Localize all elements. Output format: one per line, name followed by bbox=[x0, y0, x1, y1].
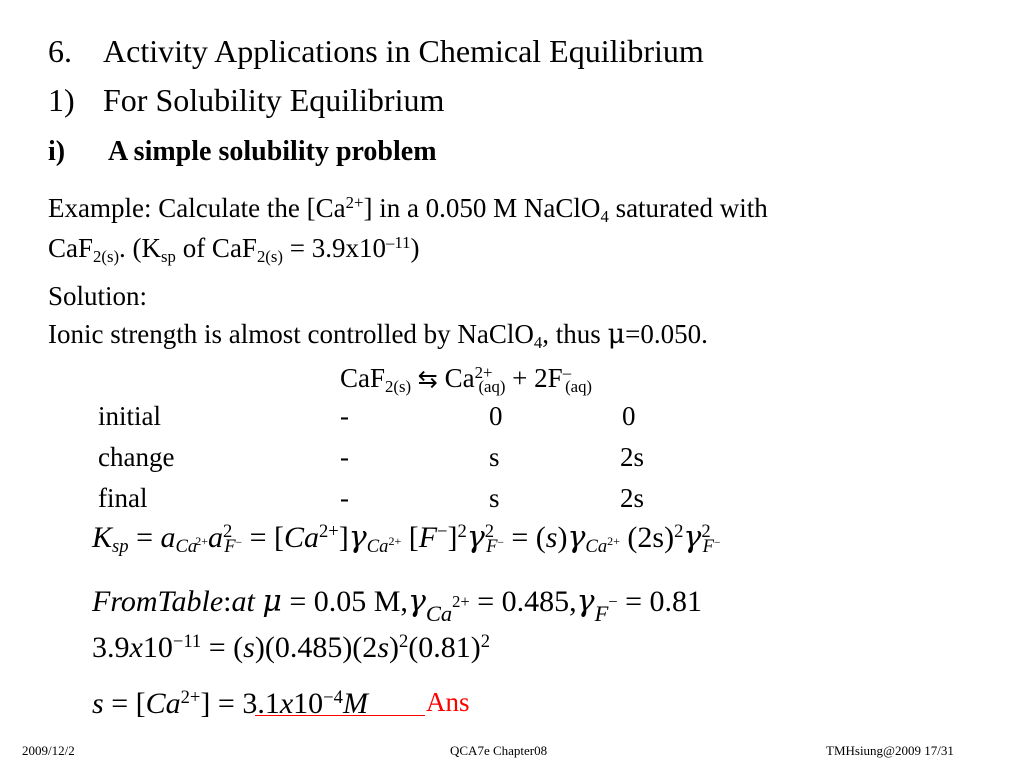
row-label: change bbox=[98, 442, 175, 472]
heading-line2-number: 1) bbox=[48, 82, 75, 118]
cell-ca: 0 bbox=[489, 401, 503, 431]
from-table-line: FromTable:at μ = 0.05 $M,\gamma_{Ca}^{2+} = 0.485,\gamma_F^- = 0.81$ bbox=[92, 584, 703, 627]
row-label: initial bbox=[98, 401, 161, 431]
solution-label: Solution: bbox=[48, 281, 148, 311]
cell-caf2: - bbox=[340, 442, 349, 472]
cell-ca: s bbox=[489, 442, 500, 472]
heading-line1-number: 6. bbox=[48, 33, 72, 69]
calculation-line: $3.9x10^{-11} = (s)(0.485)(2s)^2(0.81)^2$ bbox=[92, 630, 491, 664]
answer-line: $s = [Ca^{2+}] = 3.1x10^{-4}M$ bbox=[92, 686, 368, 720]
cell-f: 0 bbox=[622, 401, 636, 431]
answer-label: Ans bbox=[426, 687, 470, 717]
heading-line2-text: For Solubility Equilibrium bbox=[103, 82, 445, 118]
example-line1: Example: Calculate the $[Ca^{2+}]$ in a 0.050 M NaClO$_4$ saturated with bbox=[48, 192, 768, 226]
reaction-equation: CaF$_{2(s)}$ ⇆ $Ca^{2+}_{(aq)} + 2F^-_{(aq)}$ bbox=[340, 362, 593, 396]
cell-f: 2s bbox=[620, 483, 645, 513]
example-line2: CaF$_{2(s)}$. ($K_{sp}$ of $CaF_{2(s)} = 3.9x10^{-11}$) bbox=[48, 232, 420, 266]
equilibrium-arrow-icon: ⇆ bbox=[417, 365, 438, 393]
cell-ca: s bbox=[489, 483, 500, 513]
footer-date: 2009/12/2 bbox=[22, 743, 75, 758]
ionic-strength-line: Ionic strength is almost controlled by NaClO$_4$, thus μ=0.050. bbox=[48, 319, 708, 352]
subheading-text: A simple solubility problem bbox=[108, 136, 437, 167]
subheading-number: i) bbox=[48, 136, 66, 167]
footer-chapter: QCA7e Chapter08 bbox=[450, 743, 548, 758]
row-label: final bbox=[98, 483, 148, 513]
cell-caf2: - bbox=[340, 401, 349, 431]
cell-caf2: - bbox=[340, 483, 349, 513]
cell-f: 2s bbox=[620, 442, 645, 472]
ksp-equation: $K_{sp} = a_{Ca}^{2+}a^2_F^- = [Ca^{2+}]\gamma_{Ca}^{2+}$ $[F^-]^2\gamma^2_F^- = (s)\gamma_{Ca}^{2+}$ $(2s)^2\gamma^2_F^-$ bbox=[92, 520, 721, 558]
answer-underline bbox=[255, 715, 425, 716]
heading-line1-text: Activity Applications in Chemical Equilibrium bbox=[103, 33, 704, 69]
footer-author-page: TMHsiung@2009 17/31 bbox=[826, 743, 954, 758]
